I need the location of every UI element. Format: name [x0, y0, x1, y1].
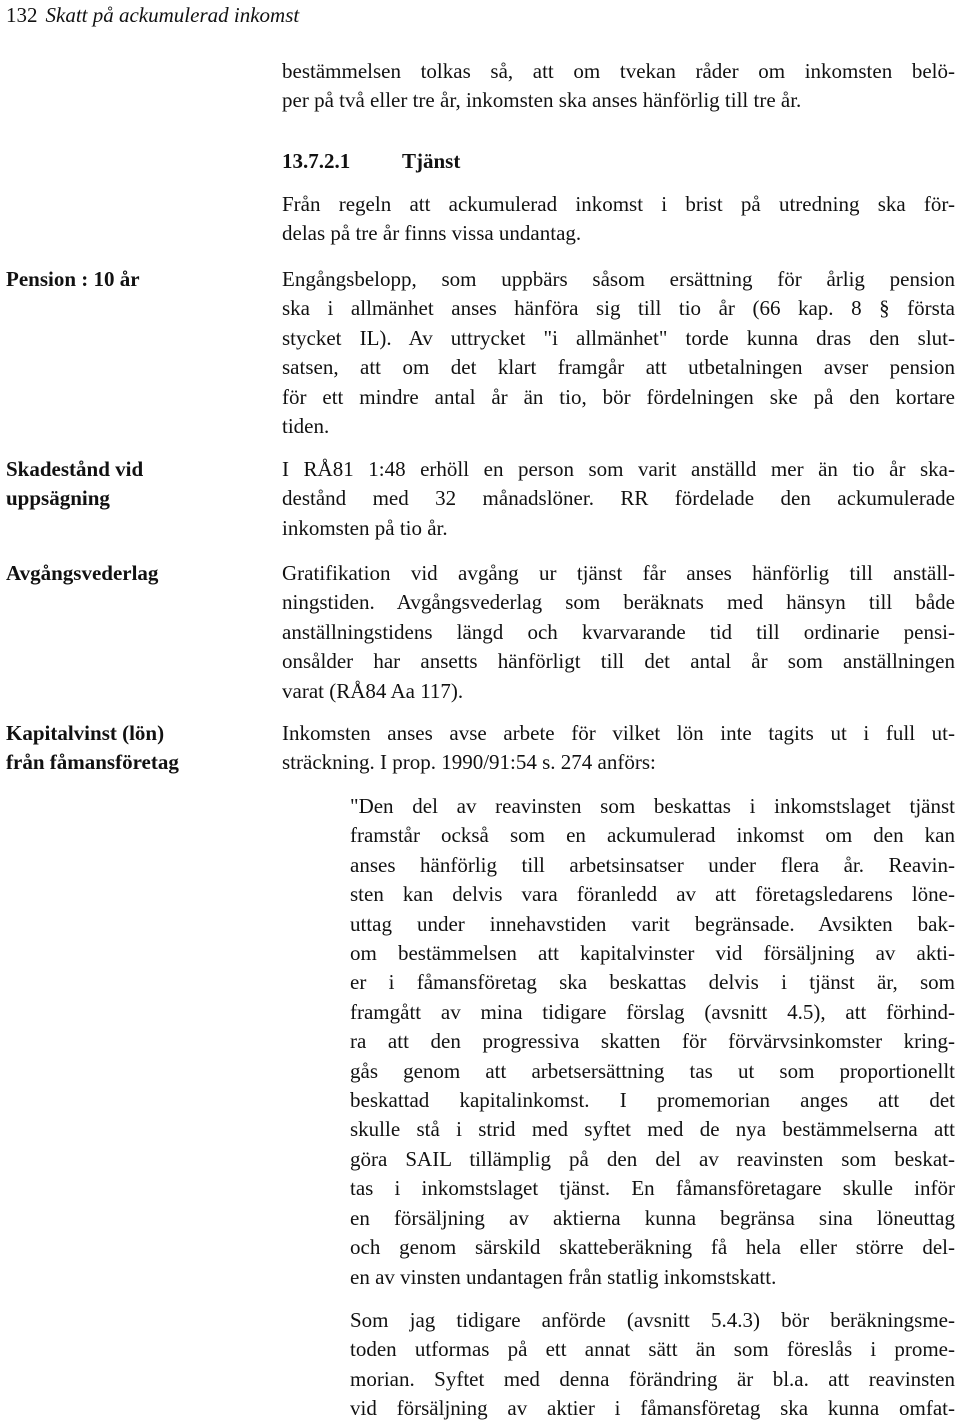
page-number: 132: [6, 3, 38, 27]
text-line: sträckning. I prop. 1990/91:54 s. 274 anförs:: [282, 750, 656, 775]
margin-note-kapitalvinst: [6, 719, 264, 777]
margin-note-avgangsvederlag: [6, 559, 264, 588]
text-line: tas i inkomstslaget tjänst. En fåmansföretagare skulle inför: [350, 1176, 955, 1201]
margin-note-pension: [6, 265, 264, 294]
text-line: ra att den progressiva skatten för förvärvsinkomster kring-: [350, 1029, 955, 1054]
section-title: Tjänst: [402, 149, 461, 173]
text-line: en av vinsten undantagen från statlig inkomstskatt.: [350, 1264, 777, 1289]
running-header: [6, 2, 299, 28]
text-line: per på två eller tre år, inkomsten ska anses hänförlig till tre år.: [282, 88, 802, 113]
text-line: varat (RÅ84 Aa 117).: [282, 678, 464, 703]
text-line: destånd med 32 månadslöner. RR fördelade den ackumulerade: [282, 486, 955, 511]
text-line: stycket IL). Av uttrycket "i allmänhet" torde kunna dras den slut-: [282, 325, 955, 350]
text-line: framgått av mina tidigare förslag (avsnitt 4.5), att förhind-: [350, 999, 955, 1024]
margin-note-line: Skadestånd vid: [6, 457, 144, 481]
text-line: beskattad kapitalinkomst. I promemorian anges att det: [350, 1088, 955, 1113]
text-line: och genom särskild skatteberäkning få hela eller större del-: [350, 1235, 955, 1260]
paragraph-kapitalvinst: [282, 719, 955, 778]
quote-paragraph-1: [350, 792, 955, 1292]
text-line: morian. Syftet med denna förändring är bl.a. att reavinsten: [350, 1366, 955, 1391]
text-line: I RÅ81 1:48 erhöll en person som varit anställd mer än tio år ska-: [282, 457, 955, 481]
margin-note-line: från fåmansföretag: [6, 750, 179, 774]
text-line: om bestämmelsen att kapitalvinster vid försäljning av akti-: [350, 941, 955, 966]
text-line: vid försäljning av aktier i fåmansföretag ska kunna omfat-: [350, 1396, 955, 1421]
text-line: anställningstidens längd och kvarvarande tid till ordinarie pensi-: [282, 619, 955, 644]
paragraph-pension: [282, 265, 955, 441]
paragraph-avgangsvederlag: [282, 559, 955, 706]
margin-note-line: uppsägning: [6, 486, 110, 510]
paragraph-skadestand: [282, 455, 955, 543]
text-line: Som jag tidigare anförde (avsnitt 5.4.3) bör beräkningsme-: [350, 1308, 955, 1332]
text-line: onsålder har ansetts hänförligt till det antal år som anställningen: [282, 649, 955, 674]
text-line: Från regeln att ackumulerad inkomst i brist på utredning ska för-: [282, 192, 955, 216]
section-heading: [282, 147, 460, 175]
text-line: Gratifikation vid avgång ur tjänst får anses hänförlig till anställ-: [282, 561, 955, 585]
quote-paragraph-2: [350, 1306, 955, 1424]
text-line: göra SAIL tillämplig på den del av reavinsten som beskat-: [350, 1146, 955, 1171]
section-number: 13.7.2.1: [282, 149, 351, 173]
text-line: uttag under innehavstiden varit begränsade. Avsikten bak-: [350, 911, 955, 936]
text-line: Engångsbelopp, som uppbärs såsom ersättning för årlig pension: [282, 267, 955, 291]
text-line: tiden.: [282, 414, 330, 439]
paragraph-intro: [282, 57, 955, 116]
text-line: en försäljning av aktierna kunna begränsa sina löneuttag: [350, 1205, 955, 1230]
text-line: delas på tre år finns vissa undantag.: [282, 221, 582, 246]
text-line: för ett mindre antal år än tio, bör fördelningen ske på den kortare: [282, 384, 955, 409]
margin-note-line: Pension : 10 år: [6, 267, 140, 291]
text-line: framstår också som en ackumulerad inkomst om den kan: [350, 823, 955, 848]
text-line: Inkomsten anses avse arbete för vilket lön inte tagits ut i full ut-: [282, 721, 955, 745]
margin-note-line: Avgångsvederlag: [6, 561, 159, 585]
text-line: sten kan delvis vara föranledd av att företagsledarens löne-: [350, 882, 955, 907]
text-line: gås genom att arbetsersättning tas ut som proportionellt: [350, 1058, 955, 1083]
text-line: er i fåmansföretag ska beskattas delvis i tjänst är, som: [350, 970, 955, 995]
paragraph-rule: [282, 190, 955, 249]
running-title: Skatt på ackumulerad inkomst: [45, 3, 300, 27]
margin-note-skadestand: [6, 455, 264, 513]
margin-note-line: Kapitalvinst (lön): [6, 721, 165, 745]
text-line: "Den del av reavinsten som beskattas i inkomstslaget tjänst: [350, 794, 955, 818]
text-line: satsen, att om det klart framgår att utbetalningen avser pension: [282, 355, 955, 380]
text-line: ningstiden. Avgångsvederlag som beräknats med hänsyn till både: [282, 590, 955, 615]
text-line: toden utformas på ett annat sätt än som föreslås i prome-: [350, 1337, 955, 1362]
text-line: inkomsten på tio år.: [282, 515, 448, 540]
text-line: bestämmelsen tolkas så, att om tvekan råder om inkomsten belö-: [282, 59, 955, 83]
text-line: ska i allmänhet anses hänföra sig till tio år (66 kap. 8 § första: [282, 296, 955, 321]
text-line: anses hänförlig till arbetsinsatser under flera år. Reavin-: [350, 852, 955, 877]
text-line: skulle stå i strid med syftet med de nya bestämmelserna att: [350, 1117, 955, 1142]
